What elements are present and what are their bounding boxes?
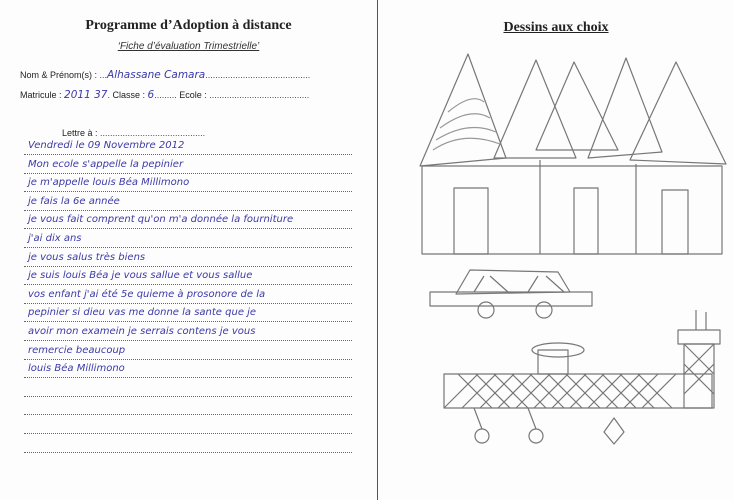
house-wall	[422, 166, 722, 254]
matricule-value: 2011 37	[64, 89, 108, 101]
ruled-line	[24, 433, 352, 434]
letter-line: remercie beaucoup	[28, 344, 126, 356]
door-3	[662, 190, 688, 254]
ruled-line	[24, 303, 352, 304]
letter-line: je vous salus très biens	[28, 251, 146, 263]
name-value: Alhassane Camara	[107, 69, 206, 81]
classe-value: 6	[147, 89, 155, 101]
lettre-field: Lettre à : ..........................................	[62, 128, 206, 138]
form-subtitle: ‘Fiche d’évaluation Trimestrielle’	[117, 41, 260, 52]
roof-3	[536, 62, 618, 150]
ruled-line	[24, 266, 352, 267]
ruled-line	[24, 340, 352, 341]
letter-line: vos enfant j'ai été 5e quieme à prosonore de la	[28, 288, 266, 300]
door-2	[574, 188, 598, 254]
matricule-field: Matricule : 2011 37. Classe : 6......... Ecole : ........................................	[20, 89, 310, 101]
ruled-line	[24, 452, 352, 453]
ruled-line	[24, 247, 352, 248]
roof-2	[494, 60, 576, 158]
letter-line: Mon ecole s'appelle la pepinier	[28, 158, 184, 170]
ruled-line	[24, 414, 352, 415]
letter-line: j'ai dix ans	[28, 233, 82, 244]
lattice-vehicle	[444, 374, 712, 408]
letter-line: je vous fait comprent qu'on m'a donnée la fourniture	[28, 214, 294, 226]
roof-4	[588, 58, 662, 158]
roof-5	[630, 62, 726, 164]
form-title: Programme d’Adoption à distance	[85, 18, 292, 33]
car-base	[430, 292, 592, 306]
pencil-drawing	[378, 40, 734, 460]
door-1	[454, 188, 488, 254]
letter-line: louis Béa Millimono	[28, 363, 125, 375]
ruled-line	[24, 154, 352, 155]
letter-line: je fais la 6e année	[28, 195, 120, 207]
name-field: Nom & Prénom(s) : ...Alhassane Camara..........................................	[20, 69, 311, 81]
ruled-line	[24, 284, 352, 285]
letter-line: avoir mon examein je serrais contens je vous	[28, 326, 256, 337]
ruled-line	[24, 173, 352, 174]
ruled-line	[24, 396, 352, 397]
roof-1	[420, 54, 506, 166]
letter-line: je suis louis Béa je vous sallue et vous sallue	[28, 270, 253, 282]
ruled-line	[24, 210, 352, 211]
ruled-line	[24, 321, 352, 322]
ruled-line	[24, 377, 352, 378]
letter-line: pepinier si dieu vas me donne la sante que je	[28, 307, 257, 319]
letter-line: Vendredi le 09 Novembre 2012	[28, 140, 185, 151]
ruled-line	[24, 228, 352, 229]
drawings-title: Dessins aux choix	[503, 20, 609, 35]
letter-line: je m'appelle louis Béa Millimono	[28, 177, 190, 189]
ruled-line	[24, 359, 352, 360]
ruled-line	[24, 191, 352, 192]
